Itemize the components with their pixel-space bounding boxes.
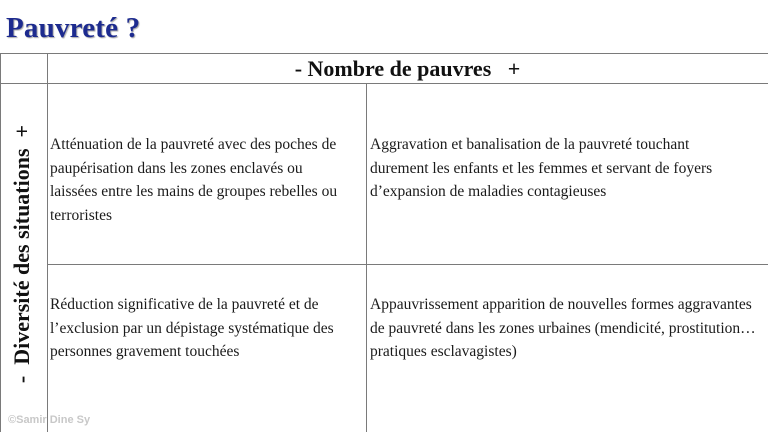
row-axis-label: - Diversité des situations + [9,124,34,384]
cell-top-left: Atténuation de la pauvreté avec des poches de paupérisation dans les zones enclavés ou laissées entre les mains de groupes rebelles ou terroristes [50,136,338,224]
column-axis-label: - Nombre de pauvres + [294,56,521,81]
cell-bottom-left: Réduction significative de la pauvreté et de l’exclusion par un dépistage systématique des personnes gravement touchées [50,296,334,360]
side-header-border [47,53,48,432]
page-title: Pauvreté ? [6,12,141,44]
table-top-border [0,53,768,54]
cell-top-right: Aggravation et banalisation de la pauvreté touchant durement les enfants et les femmes et servant de foyers d’expansion de maladies contagieuses [370,136,713,200]
row-divider [47,264,768,265]
copyright-watermark: ©Samir Dine Sy [8,414,91,426]
column-divider [366,83,367,432]
left-border [0,53,1,432]
matrix-table [0,53,768,432]
header-bottom-border [0,83,768,84]
cell-bottom-right: Appauvrissement apparition de nouvelles formes aggravantes de pauvreté dans les zones urbaines (mendicité, prostitution…pratiques esclavagistes) [370,296,756,360]
